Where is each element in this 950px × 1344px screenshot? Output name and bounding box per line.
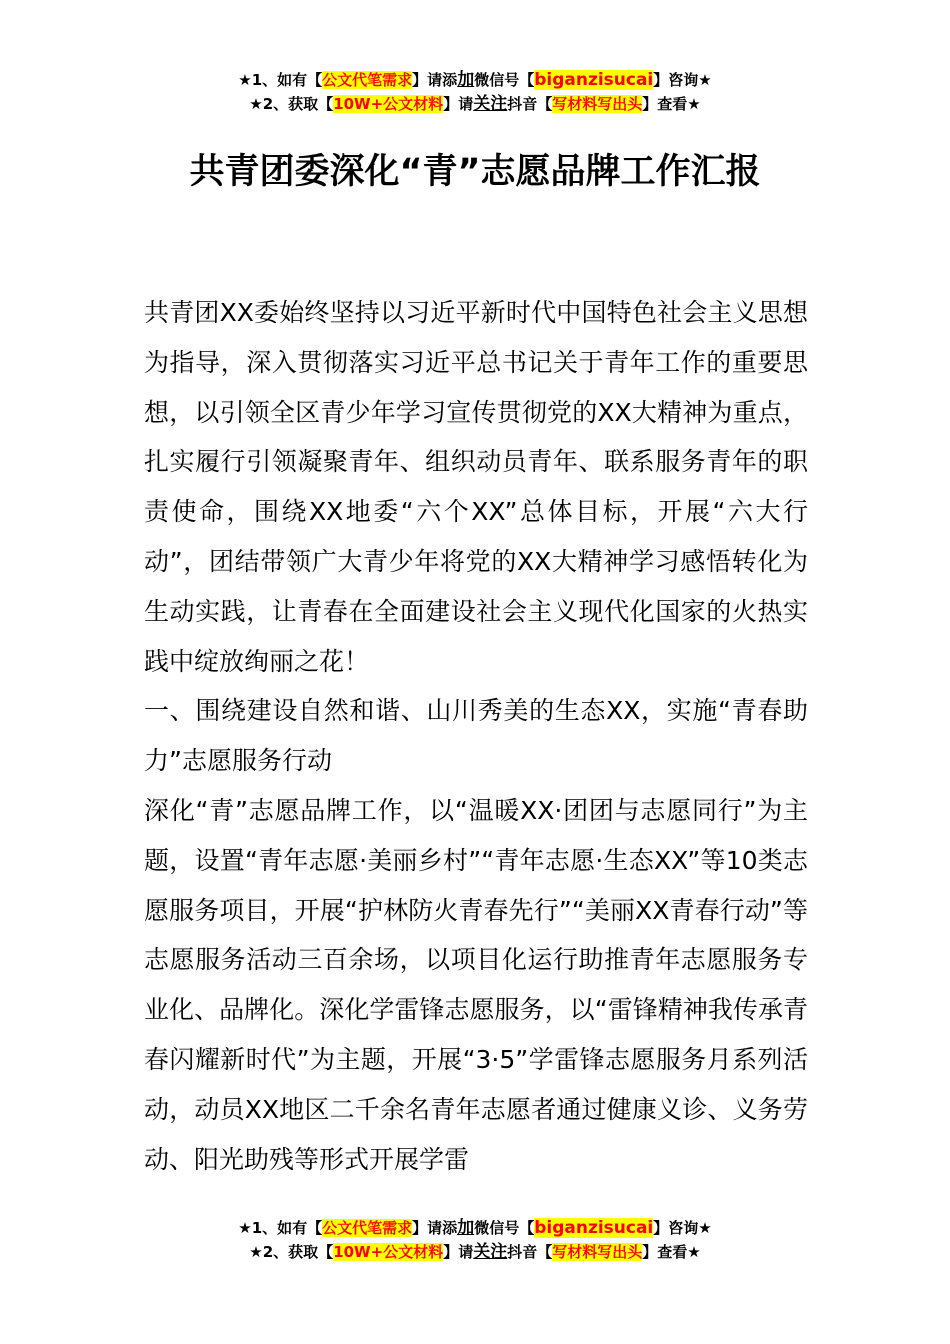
promo-line-1-mid2: 微信号【 <box>474 71 535 89</box>
promo-line-2-mid2: 抖音【 <box>507 95 553 113</box>
footer-promo-line-2-highlight-materials: 10W+公文材料 <box>333 1243 444 1261</box>
promo-line-2-prefix: ★2、获取【 <box>249 95 334 113</box>
promo-line-2-mid: 】请 <box>443 95 474 113</box>
promo-line-1-prefix: ★1、如有【 <box>238 71 323 89</box>
footer-promo-line-1-mid: 】请添 <box>412 1219 458 1237</box>
promo-line-2-highlight-materials: 10W+公文材料 <box>333 95 444 113</box>
footer-promo-line-1 <box>0 1216 950 1240</box>
footer-promo-line-1-suffix: 】咨询★ <box>653 1219 712 1237</box>
document-body <box>144 288 808 1184</box>
footer-promo-line-2-prefix: ★2、获取【 <box>249 1243 334 1261</box>
footer-promo-line-2-highlight-douyin: 写材料写出头 <box>552 1243 643 1261</box>
promo-line-2 <box>0 92 950 116</box>
footer-promo-line-1-highlight-wechat: biganzisucai <box>534 1218 654 1238</box>
promo-line-2-suffix: 】查看★ <box>642 95 701 113</box>
footer-promo-line-2-suffix: 】查看★ <box>642 1243 701 1261</box>
footer-promo-banner <box>0 1216 950 1264</box>
footer-promo-line-1-mid2: 微信号【 <box>474 1219 535 1237</box>
header-promo-banner <box>0 68 950 116</box>
promo-line-2-highlight-douyin: 写材料写出头 <box>552 95 643 113</box>
footer-promo-line-2 <box>0 1240 950 1264</box>
footer-promo-line-1-highlight-service: 公文代笔需求 <box>322 1219 413 1237</box>
footer-promo-line-2-underlined: 关注 <box>473 1242 508 1262</box>
promo-line-1-underlined: 加 <box>457 70 475 90</box>
footer-promo-line-2-mid2: 抖音【 <box>507 1243 553 1261</box>
promo-line-1-mid: 】请添 <box>412 71 458 89</box>
footer-promo-line-1-prefix: ★1、如有【 <box>238 1219 323 1237</box>
paragraph-intro: 共青团XX委始终坚持以习近平新时代中国特色社会主义思想为指导，深入贯彻落实习近平总书记关于青年工作的重要思想，以引领全区青少年学习宣传贯彻党的XX大精神为重点，扎实履行引领凝聚青年、组织动员青年、联系服务青年的职责使命，围绕XX地委“六个XX”总体目标，开展“六大行动”，团结带领广大青少年将党的XX大精神学习感悟转化为生动实践，让青春在全面建设社会主义现代化国家的火热实践中绽放绚丽之花！ <box>144 298 808 676</box>
document-title: 共青团委深化“青”志愿品牌工作汇报 <box>189 152 761 192</box>
promo-line-1-suffix: 】咨询★ <box>653 71 712 89</box>
section-heading-1: 一、围绕建设自然和谐、山川秀美的生态XX，实施“青春助力”志愿服务行动 <box>144 696 808 776</box>
promo-line-1-highlight-service: 公文代笔需求 <box>322 71 413 89</box>
promo-line-1 <box>0 68 950 92</box>
promo-line-2-underlined: 关注 <box>473 94 508 114</box>
footer-promo-line-1-underlined: 加 <box>457 1218 475 1238</box>
paragraph-volunteer-service: 深化“青”志愿品牌工作，以“温暖XX·团团与志愿同行”为主题，设置“青年志愿·美丽乡村”“青年志愿·生态XX”等10类志愿服务项目，开展“护林防火青春先行”“美丽XX青春行动”等志愿服务活动三百余场，以项目化运行助推青年志愿服务专业化、品牌化。深化学雷锋志愿服务，以“雷锋精神我传承青春闪耀新时代”为主题，开展“3·5”学雷锋志愿服务月系列活动，动员XX地区二千余名青年志愿者通过健康义诊、义务劳动、阳光助残等形式开展学雷 <box>144 795 808 1174</box>
promo-line-1-highlight-wechat: biganzisucai <box>534 70 654 90</box>
footer-promo-line-2-mid: 】请 <box>443 1243 474 1261</box>
